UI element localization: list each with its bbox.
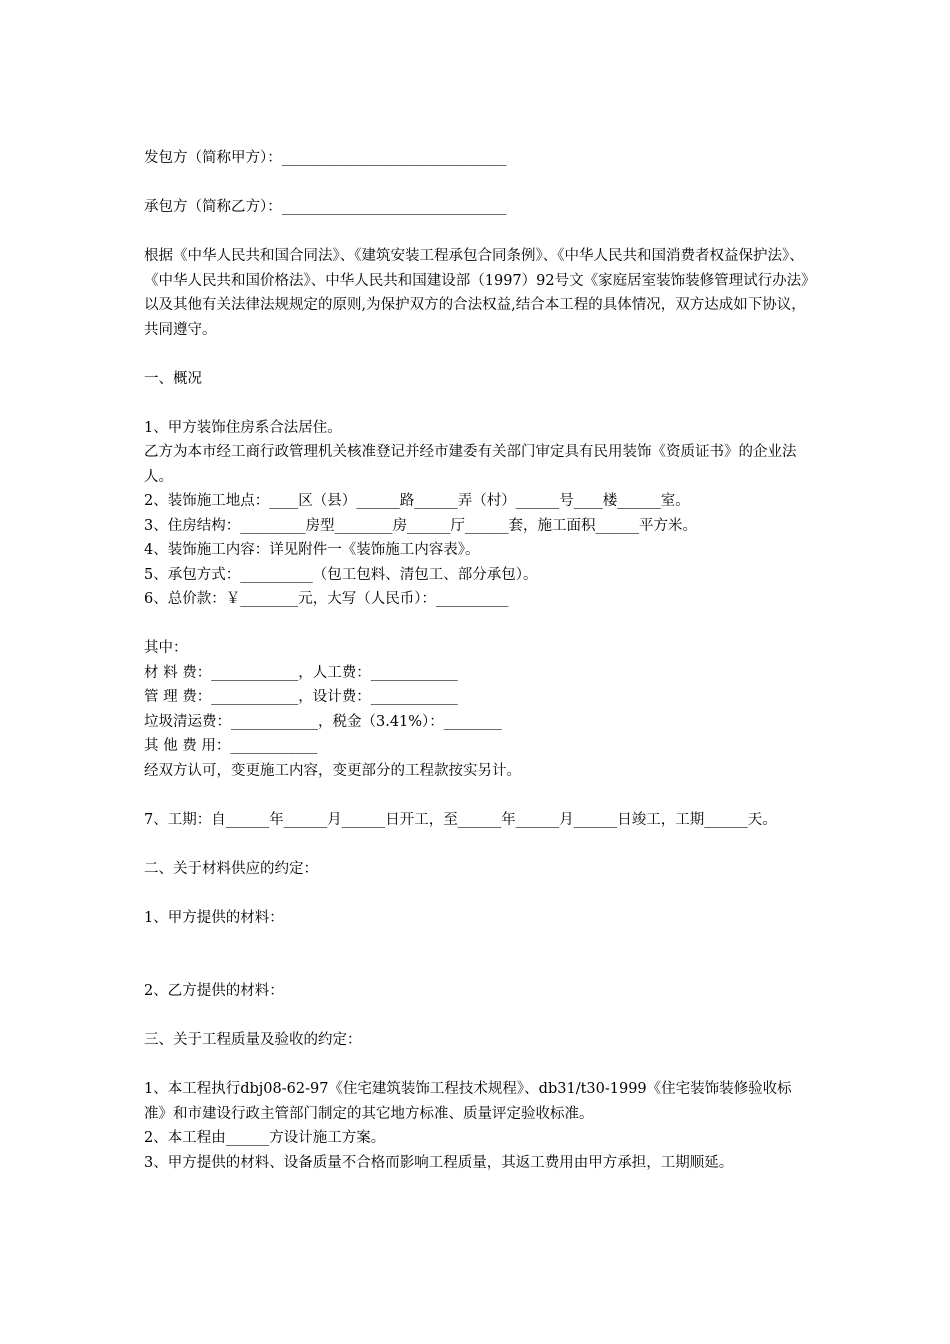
contract-body <box>144 146 812 1175</box>
breakdown-title: 其中： <box>144 640 188 656</box>
section-3-item-3: 3、甲方提供的材料、设备质量不合格而影响工程质量，其返工费用由甲方承担，工期顺延。 <box>144 1154 734 1171</box>
section-1-item-7: 7、工期：自______年______月______日开工，至______年______月______日竣工，工期______天。 <box>144 811 777 828</box>
section-1-item-2: 2、装饰施工地点：____区（县）______路______弄（村）______号____楼______室。 <box>144 493 690 509</box>
section-1-heading: 一、概况 <box>144 370 202 387</box>
change-note: 经双方认可，变更施工内容，变更部分的工程款按实另计。 <box>144 762 521 779</box>
section-2-heading: 二、关于材料供应的约定： <box>144 860 318 877</box>
fee-line-4: 其 他 费 用：____________ <box>144 738 318 754</box>
section-2-item-1: 1、甲方提供的材料： <box>144 909 284 926</box>
fee-line-3: 垃圾清运费：____________，税金（3.41%）：________ <box>144 713 502 730</box>
section-1-item-5: 5、承包方式：__________（包工包料、清包工、部分承包）。 <box>144 566 538 583</box>
section-1-item-3: 3、住房结构：_________房型________房______厅______套，施工面积______平方米。 <box>144 517 697 534</box>
party-a-line: 发包方（简称甲方）：_______________________________ <box>144 150 507 166</box>
section-1-item-1-note: 乙方为本市经工商行政管理机关核准登记并经市建委有关部门审定具有民用装饰《资质证书》的企业法人。 <box>144 444 797 485</box>
party-b-line: 承包方（简称乙方）：_______________________________ <box>144 199 507 215</box>
section-2-item-2: 2、乙方提供的材料： <box>144 983 284 999</box>
section-3-heading: 三、关于工程质量及验收的约定： <box>144 1032 362 1048</box>
fee-line-2: 管 理 费：____________，设计费：____________ <box>144 689 458 705</box>
fee-line-1: 材 料 费：____________，人工费：____________ <box>144 664 458 681</box>
preamble-paragraph: 根据《中华人民共和国合同法》、《建筑安装工程承包合同条例》、《中华人民共和国消费者权益保护法》、《中华人民共和国价格法》、中华人民共和国建设部（1997）92号文《家庭居室装饰装修管理试行办法》以及其他有关法律法规规定的原则,为保护双方的合法权益,结合本工程的具体情况，双方达成如下协议，共同遵守。 <box>144 248 809 338</box>
section-1-item-1: 1、甲方装饰住房系合法居住。 <box>144 419 342 436</box>
section-3-item-2: 2、本工程由______方设计施工方案。 <box>144 1130 386 1146</box>
section-1-item-6: 6、总价款：￥________元，大写（人民币）：__________ <box>144 591 509 607</box>
section-3-item-1: 1、本工程执行dbj08-62-97《住宅建筑装饰工程技术规程》、db31/t30-1999《住宅装饰装修验收标准》和市建设行政主管部门制定的其它地方标准、质量评定验收标准。 <box>144 1081 792 1122</box>
section-1-item-4: 4、装饰施工内容：详见附件一《装饰施工内容表》。 <box>144 542 480 558</box>
